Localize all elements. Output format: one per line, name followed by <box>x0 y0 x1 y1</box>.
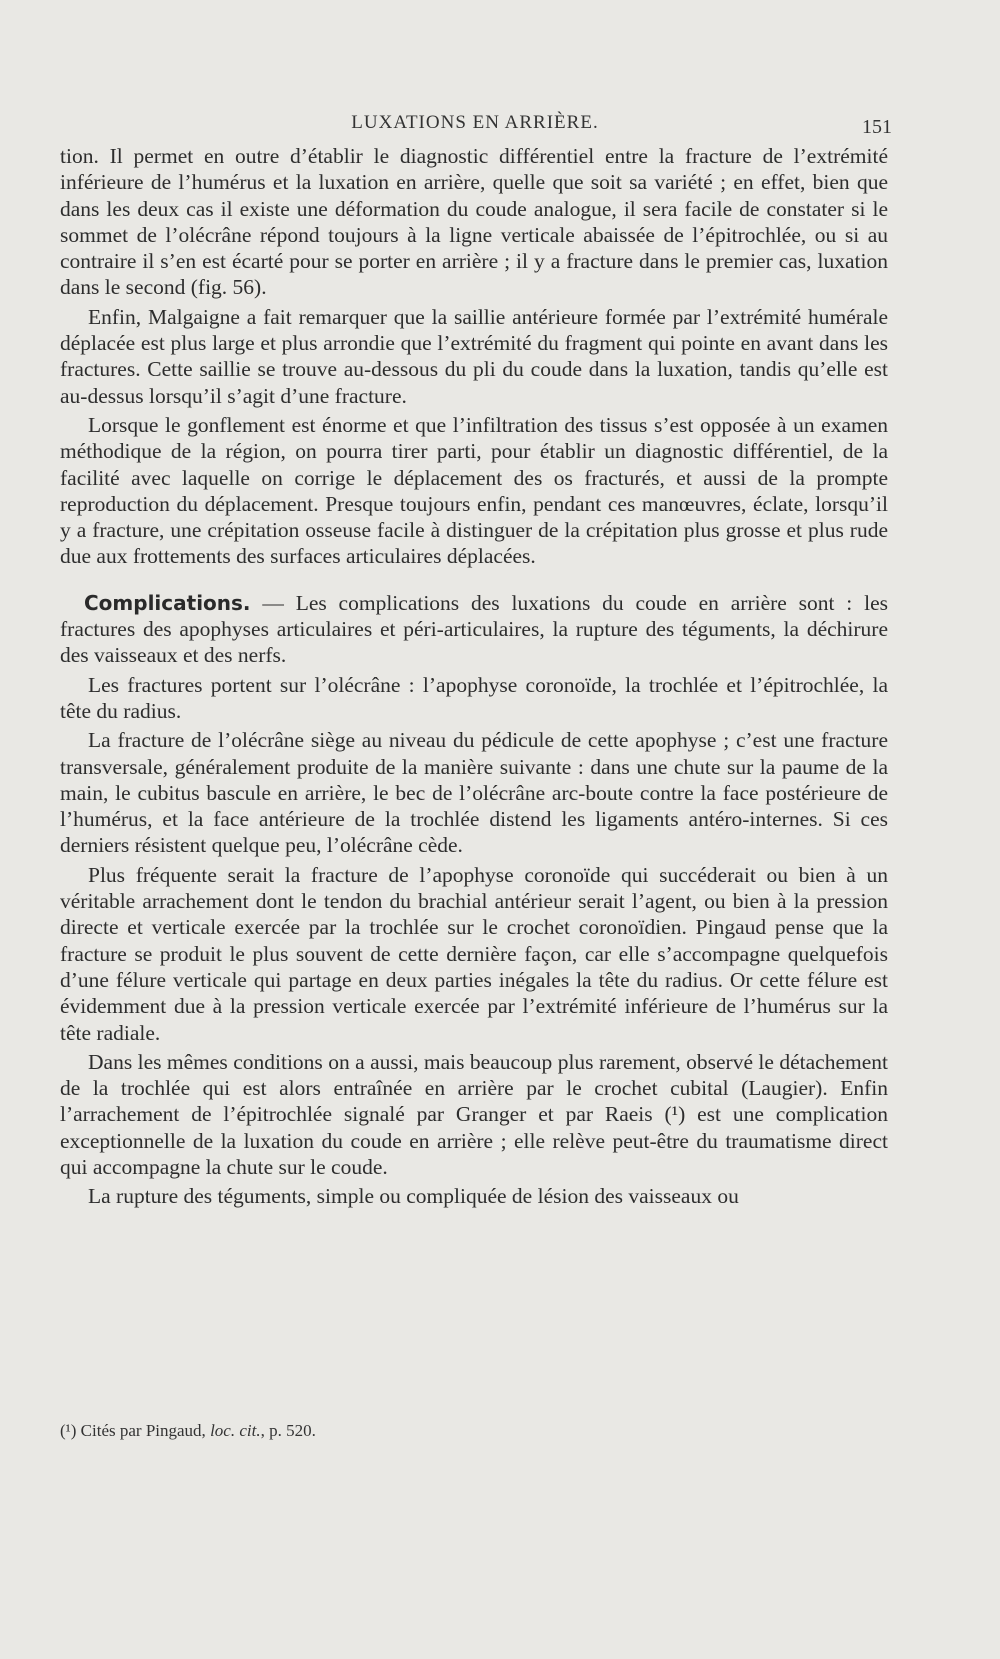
footnote-text-after: , p. 520. <box>260 1421 316 1440</box>
footnote <box>60 1421 888 1441</box>
paragraph-2: Enfin, Malgaigne a fait remarquer que la saillie antérieure formée par l’extrémité humérale déplacée est plus large et plus arrondie que l’extrémité du fragment qui pointe en avant dans les fractures. Cette saillie se trouve au-dessous du pli du coude dans la luxation, tandis qu’elle est au-dessus lorsqu’il s’agit d’une fracture. <box>60 304 888 408</box>
section-heading: Complications. <box>84 590 251 615</box>
footnote-text-before: Cités par Pingaud, <box>76 1421 211 1440</box>
running-header <box>60 112 890 142</box>
paragraph-3: Lorsque le gonflement est énorme et que l’infiltration des tissus s’est opposée à un examen méthodique de la région, on pourra tirer parti, pour établir un diagnostic différentiel, de la facilité avec laquelle on corrige le déplacement des os fracturés, et aussi de la prompte reproduction du déplacement. Presque toujours enfin, pendant ces manœuvres, éclate, lorsqu’il y a fracture, une crépitation osseuse facile à distinguer de la crépitation plus grosse et plus rude due aux frottements des surfaces articulaires déplacées. <box>60 412 888 569</box>
paragraph-8: Dans les mêmes conditions on a aussi, mais beaucoup plus rarement, observé le détachement de la trochlée qui est alors entraînée en arrière par le crochet cubital (Laugier). Enfin l’arrachement de l’épitrochlée signalé par Granger et par Raeis (¹) est une complication exceptionnelle de la luxation du coude en arrière ; elle relève peut-être du traumatisme direct qui accompagne la chute sur le coude. <box>60 1049 888 1179</box>
footnote-marker: (¹) <box>60 1421 77 1440</box>
running-title: LUXATIONS EN ARRIÈRE. <box>351 112 599 133</box>
paragraph-9: La rupture des téguments, simple ou compliquée de lésion des vaisseaux ou <box>88 1184 739 1209</box>
paragraph-6: La fracture de l’olécrâne siège au niveau du pédicule de cette apophyse ; c’est une fracture transversale, généralement produite de la manière suivante : dans une chute sur la paume de la main, le cubitus bascule en arrière, le bec de l’olécrâne arc-boute contre la face postérieure de l’humérus, et la face antérieure de la trochlée distend les ligaments antéro-internes. Si ces derniers résistent quelque peu, l’olécrâne cède. <box>60 728 888 858</box>
complications-text: — Les complications des luxations du coude en arrière sont : les fractures des apophyses articulaires et péri-articulaires, la rupture des téguments, la déchirure des vaisseaux et des nerfs. <box>60 590 888 668</box>
body-text <box>60 143 888 1210</box>
paragraph-1: tion. Il permet en outre d’établir le diagnostic différentiel entre la fracture de l’extrémité inférieure de l’humérus et la luxation en arrière, quelle que soit sa variété ; en effet, bien que dans les deux cas il existe une déformation du coude analogue, il sera facile de constater si le sommet de l’olécrâne répond toujours à la ligne verticale abaissée de l’épitrochlée, ou si au contraire il s’en est écarté pour se porter en arrière ; il y a fracture dans le premier cas, luxation dans le second (fig. 56). <box>60 144 888 300</box>
paragraph-5: Les fractures portent sur l’olécrâne : l’apophyse coronoïde, la trochlée et l’épitrochlée, la tête du radius. <box>60 672 888 723</box>
paragraph-7: Plus fréquente serait la fracture de l’apophyse coronoïde qui succéderait ou bien à un véritable arrachement dont le tendon du brachial antérieur serait l’agent, ou bien à la pression directe et verticale exercée par la trochlée sur le crochet coronoïdien. Pingaud pense que la fracture se produit le plus souvent de cette dernière façon, car elle s’accompagne quelquefois d’une félure verticale qui partage en deux parties inégales la tête du radius. Or cette félure est évidemment due à la pression verticale exercée par l’extrémité inférieure de l’humérus sur la tête radiale. <box>60 862 888 1045</box>
complications-paragraph <box>60 590 888 669</box>
page-number: 151 <box>862 116 892 138</box>
footnote-italic: loc. cit. <box>210 1421 261 1440</box>
